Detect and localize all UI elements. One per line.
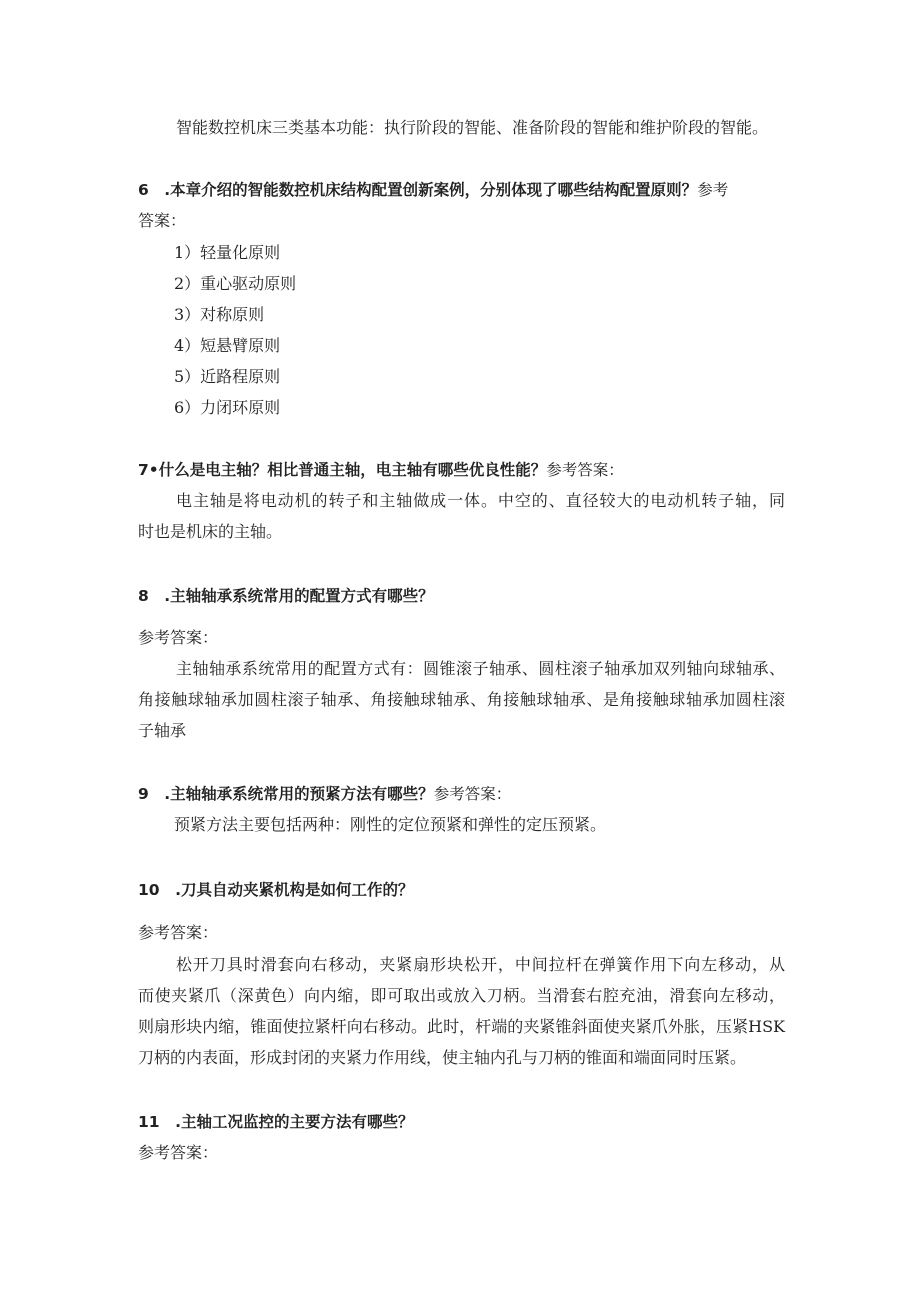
question-6-item: 3）对称原则 (174, 305, 265, 324)
question-7-answer-line: 电主轴是将电动机的转子和主轴做成一体。中空的、直径较大的电动机转子轴，同 (176, 491, 785, 510)
question-10-answer-label: 参考答案： (138, 923, 219, 942)
question-6-text: 6 .本章介绍的智能数控机床结构配置创新案例，分别体现了哪些结构配置原则？ (138, 181, 698, 199)
question-11-answer-label: 参考答案： (138, 1143, 219, 1162)
question-8-answer-line: 角接触球轴承加圆柱滚子轴承、角接触球轴承、角接触球轴承、是角接触球轴承加圆柱滚 (138, 690, 785, 709)
question-6-item: 6）力闭环原则 (174, 398, 281, 417)
question-7-title (138, 460, 624, 480)
question-6-item: 1）轻量化原则 (174, 243, 281, 262)
intro-paragraph: 智能数控机床三类基本功能：执行阶段的智能、准备阶段的智能和维护阶段的智能。 (176, 118, 769, 137)
question-6-item: 5）近路程原则 (174, 367, 281, 386)
question-6-item: 2）重心驱动原则 (174, 274, 297, 293)
question-9-answer-line: 预紧方法主要包括两种：刚性的定位预紧和弹性的定压预紧。 (174, 815, 607, 834)
question-6-title (138, 180, 728, 200)
question-6-answer-label: 答案： (138, 211, 187, 230)
question-8-answer-line: 主轴轴承系统常用的配置方式有：圆锥滚子轴承、圆柱滚子轴承加双列轴向球轴承、 (176, 659, 785, 678)
question-10-answer-line: 而使夹紧爪（深黄色）向内缩，即可取出或放入刀柄。当滑套右腔充油，滑套向左移动， (138, 986, 785, 1005)
question-9-text: 9 .主轴轴承系统常用的预紧方法有哪些？ (138, 785, 434, 803)
question-6-tail: 参考 (697, 181, 729, 199)
question-7-tail: 参考答案： (546, 461, 624, 479)
question-8-title: 8 .主轴轴承系统常用的配置方式有哪些？ (138, 587, 434, 605)
question-10-title: 10 .刀具自动夹紧机构是如何工作的？ (138, 881, 414, 899)
question-9-title (138, 784, 511, 804)
question-8-answer-line: 子轴承 (138, 721, 187, 740)
question-10-answer-line: 刀柄的内表面，形成封闭的夹紧力作用线，使主轴内孔与刀柄的锥面和端面同时压紧。 (138, 1048, 747, 1067)
question-8-answer-label: 参考答案： (138, 628, 219, 647)
question-6-item: 4）短悬臂原则 (174, 336, 281, 355)
question-10-answer-line: 则扇形块内缩，锥面使拉紧杆向右移动。此时，杆端的夹紧锥斜面使夹紧爪外胀，压紧HSK (138, 1017, 785, 1036)
question-11-title: 11 .主轴工况监控的主要方法有哪些？ (138, 1113, 414, 1131)
question-7-answer-line: 时也是机床的主轴。 (138, 522, 283, 541)
question-10-answer-line: 松开刀具时滑套向右移动，夹紧扇形块松开，中间拉杆在弹簧作用下向左移动，从 (176, 955, 785, 974)
question-9-tail: 参考答案： (433, 785, 512, 803)
question-7-text: 7•什么是电主轴？相比普通主轴，电主轴有哪些优良性能？ (138, 461, 547, 479)
